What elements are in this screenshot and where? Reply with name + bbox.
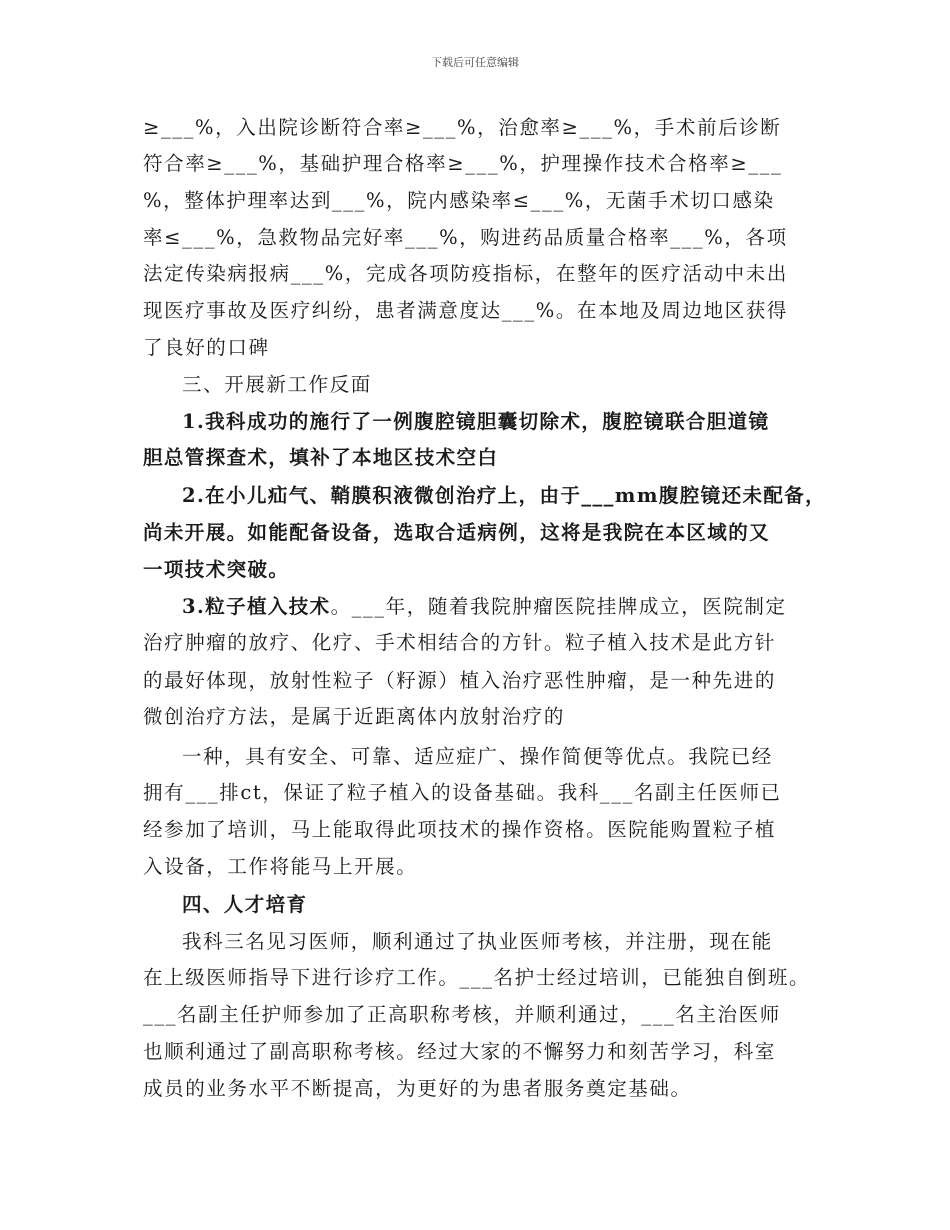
item-line: 1.我科成功的施行了一例腹腔镜胆囊切除术，腹腔镜联合胆道镜 [182,410,770,433]
paragraph-line: 法定传染病报病___%，完成各项防疫指标，在整年的医疗活动中未出 [143,262,788,285]
paragraph-line: 我科三名见习医师，顺利通过了执业医师考核，并注册，现在能 [182,930,773,953]
paragraph-line: 率≤___%，急救物品完好率___%，购进药品质量合格率___%，各项 [143,226,788,249]
paragraph-line: 了良好的口碑 [143,336,270,359]
paragraph-line: 在上级医师指导下进行诊疗工作。___名护士经过培训，已能独自倒班。 [143,966,811,989]
paragraph-line: ___名副主任护师参加了正高职称考核，并顺利通过，___名主治医师 [143,1003,781,1026]
item-text: 。___年，随着我院肿瘤医院挂牌成立，医院制定 [330,595,787,618]
paragraph-line: ≥___%，入出院诊断符合率≥___%，治愈率≥___%，手术前后诊断 [143,116,782,139]
paragraph-line: 现医疗事故及医疗纠纷，患者满意度达___%。在本地及周边地区获得 [143,299,788,322]
item-line: 2.在小儿疝气、鞘膜积液微创治疗上，由于___mm腹腔镜还未配备， [182,484,827,507]
item-title: 3.粒子植入技术 [182,595,331,618]
section-heading: 四、人才培育 [182,893,308,916]
paragraph-line: 入设备，工作将能马上开展。 [143,855,418,878]
item-line: 尚未开展。如能配备设备，选取合适病例，这将是我院在本区域的又 [143,521,771,544]
section-heading: 三、开展新工作反面 [182,373,372,396]
paragraph-line: %，整体护理率达到___%，院内感染率≤___%，无菌手术切口感染 [143,189,775,212]
item-line: 一项技术突破。 [143,558,290,581]
paragraph-line: 的最好体现，放射性粒子（籽源）植入治疗恶性肿瘤，是一种先进的 [143,669,777,692]
paragraph-line: 拥有___排ct，保证了粒子植入的设备基础。我科___名副主任医师已 [143,781,782,804]
item-line: 胆总管探查术，填补了本地区技术空白 [143,446,499,469]
paragraph-line: 微创治疗方法，是属于近距离体内放射治疗的 [143,705,566,728]
page-header: 下载后可任意编辑 [431,56,519,69]
paragraph-line: 一种，具有安全、可靠、适应症广、操作简便等优点。我院已经 [182,745,773,768]
paragraph-line: 符合率≥___%，基础护理合格率≥___%，护理操作技术合格率≥___ [143,152,783,175]
paragraph-line: 经参加了培训，马上能取得此项技术的操作资格。医院能购置粒子植 [143,818,777,841]
item-line [182,595,787,619]
paragraph-line: 也顺利通过了副高职称考核。经过大家的不懈努力和刻苦学习，科室 [143,1040,777,1063]
paragraph-line: 成员的业务水平不断提高，为更好的为患者服务奠定基础。 [143,1077,692,1100]
paragraph-line: 治疗肿瘤的放疗、化疗、手术相结合的方针。粒子植入技术是此方针 [143,631,777,654]
